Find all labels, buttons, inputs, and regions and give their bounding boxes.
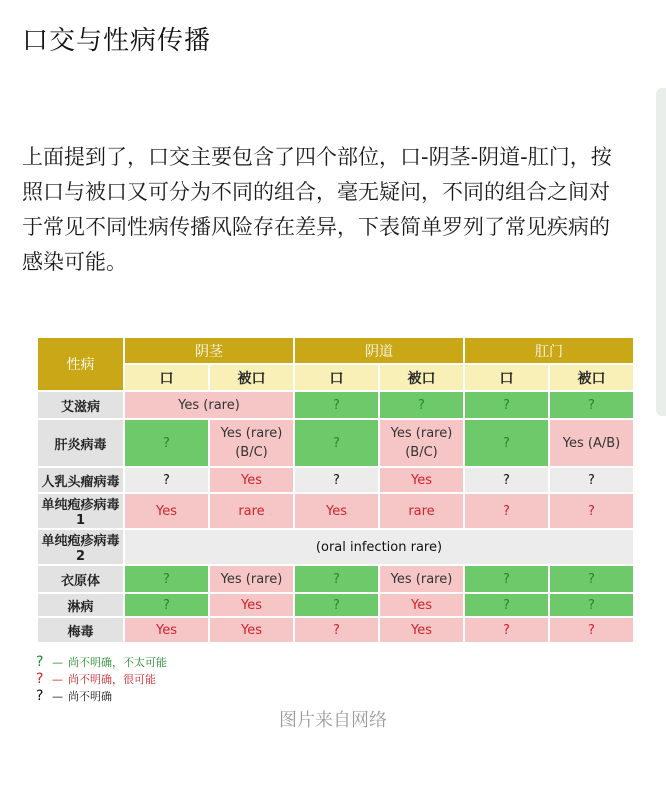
risk-cell: ? xyxy=(464,419,549,467)
table-row xyxy=(37,493,634,529)
risk-cell: ? xyxy=(549,565,634,593)
group-header: 肛门 xyxy=(464,337,634,364)
disease-name: 淋病 xyxy=(37,593,124,617)
group-header: 阴茎 xyxy=(124,337,294,364)
std-risk-table xyxy=(36,336,635,644)
legend-item xyxy=(36,671,633,688)
risk-cell: ? xyxy=(464,391,549,419)
table-row xyxy=(37,593,634,617)
risk-cell: ? xyxy=(124,419,209,467)
table-row xyxy=(37,529,634,565)
risk-cell: ? xyxy=(124,467,209,493)
sub-header: 口 xyxy=(464,364,549,391)
risk-cell: Yes xyxy=(379,593,464,617)
risk-cell: ? xyxy=(549,593,634,617)
legend-text: 尚不明确，不太可能 xyxy=(68,656,167,669)
risk-cell: Yes xyxy=(124,493,209,529)
risk-cell: ? xyxy=(124,593,209,617)
risk-cell: ? xyxy=(464,565,549,593)
table-row xyxy=(37,617,634,643)
risk-cell: rare xyxy=(379,493,464,529)
intro-paragraph: 上面提到了，口交主要包含了四个部位，口-阴茎-阴道-肛门，按照口与被口又可分为不同的组合，毫无疑问，不同的组合之间对于常见不同性病传播风险存在差异，下表简单罗列了常见疾病的感染可能。 xyxy=(22,145,612,274)
risk-cell: Yes (rare) (B/C) xyxy=(209,419,294,467)
sub-header: 被口 xyxy=(549,364,634,391)
risk-cell: ? xyxy=(379,391,464,419)
risk-cell: Yes (A/B) xyxy=(549,419,634,467)
image-caption: 图片来自网络 xyxy=(279,710,387,731)
risk-cell: Yes xyxy=(294,493,379,529)
risk-cell: ? xyxy=(294,593,379,617)
risk-cell: Yes xyxy=(209,467,294,493)
legend-dash: — xyxy=(52,673,63,686)
risk-cell: ? xyxy=(124,565,209,593)
legend-text: 尚不明确 xyxy=(68,690,112,703)
table-body xyxy=(37,391,634,643)
risk-cell: ? xyxy=(464,467,549,493)
sub-header: 口 xyxy=(124,364,209,391)
risk-cell: ? xyxy=(294,419,379,467)
question-mark-icon: ? xyxy=(36,688,44,704)
legend-item xyxy=(36,654,633,671)
disease-name: 单纯疱疹病毒2 xyxy=(37,529,124,565)
table-row xyxy=(37,565,634,593)
question-mark-icon: ? xyxy=(36,671,44,687)
disease-name: 衣原体 xyxy=(37,565,124,593)
risk-cell: ? xyxy=(294,391,379,419)
sub-header: 被口 xyxy=(379,364,464,391)
disease-name: 梅毒 xyxy=(37,617,124,643)
risk-cell: rare xyxy=(209,493,294,529)
risk-cell: Yes (rare) xyxy=(209,565,294,593)
group-header: 阴道 xyxy=(294,337,464,364)
risk-cell: ? xyxy=(549,493,634,529)
risk-cell: ? xyxy=(549,467,634,493)
legend-item xyxy=(36,688,633,705)
legend-dash: — xyxy=(52,690,63,703)
disease-name: 肝炎病毒 xyxy=(37,419,124,467)
risk-cell: ? xyxy=(464,493,549,529)
risk-cell: (oral infection rare) xyxy=(124,529,634,565)
legend-dash: — xyxy=(52,656,63,669)
disease-name: 艾滋病 xyxy=(37,391,124,419)
risk-cell: ? xyxy=(464,617,549,643)
std-risk-figure[interactable] xyxy=(36,336,633,705)
risk-cell: Yes xyxy=(379,617,464,643)
risk-cell: Yes (rare) xyxy=(379,565,464,593)
legend xyxy=(36,654,633,705)
risk-cell: Yes xyxy=(209,617,294,643)
table-row xyxy=(37,467,634,493)
risk-cell: ? xyxy=(294,617,379,643)
risk-cell: ? xyxy=(549,391,634,419)
disease-name: 人乳头瘤病毒 xyxy=(37,467,124,493)
sub-header: 口 xyxy=(294,364,379,391)
scrollbar[interactable] xyxy=(656,88,666,416)
sub-header: 被口 xyxy=(209,364,294,391)
risk-cell: Yes xyxy=(209,593,294,617)
risk-cell: Yes (rare) (B/C) xyxy=(379,419,464,467)
disease-name: 单纯疱疹病毒1 xyxy=(37,493,124,529)
risk-cell: ? xyxy=(549,617,634,643)
risk-cell: ? xyxy=(294,565,379,593)
corner-header: 性病 xyxy=(37,337,124,391)
legend-text: 尚不明确，很可能 xyxy=(68,673,156,686)
table-row xyxy=(37,419,634,467)
risk-cell: ? xyxy=(464,593,549,617)
table-row xyxy=(37,391,634,419)
risk-cell: Yes xyxy=(124,617,209,643)
page-title: 口交与性病传播 xyxy=(22,26,212,56)
risk-cell: Yes xyxy=(379,467,464,493)
question-mark-icon: ? xyxy=(36,654,44,670)
risk-cell: Yes (rare) xyxy=(124,391,294,419)
risk-cell: ? xyxy=(294,467,379,493)
